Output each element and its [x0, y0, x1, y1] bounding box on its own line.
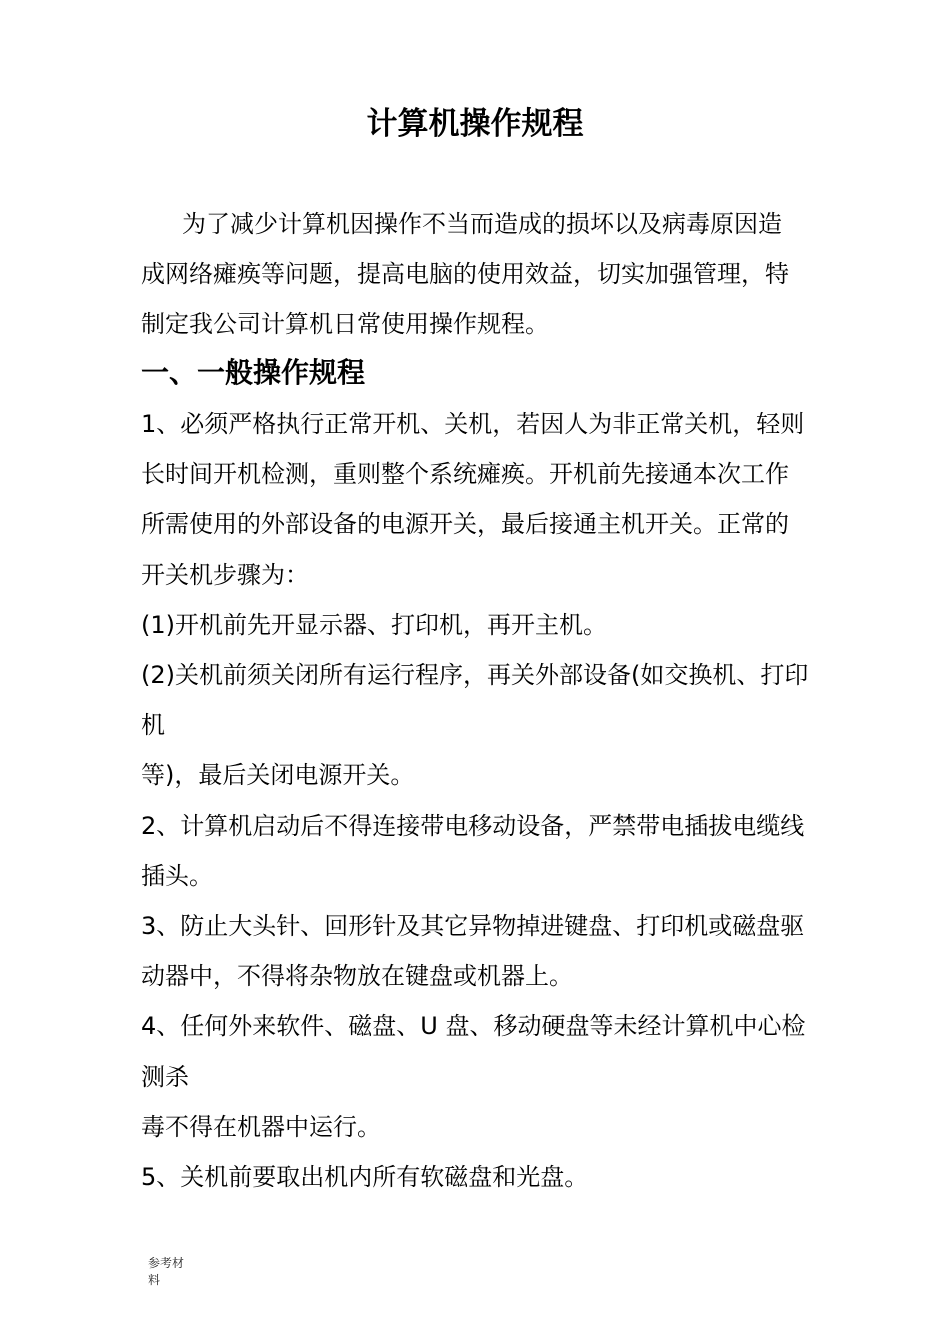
document-title: 计算机操作规程	[366, 106, 584, 142]
section-heading: 一、一般操作规程	[141, 356, 366, 389]
intro-line: 制定我公司计算机日常使用操作规程。	[141, 310, 549, 338]
body-line: 开关机步骤为：	[141, 561, 309, 589]
footer-line: 参考材	[148, 1256, 185, 1270]
body-line: 所需使用的外部设备的电源开关，最后接通主机开关。正常的	[141, 510, 789, 538]
page-footer	[148, 1255, 184, 1289]
body-line: (1)开机前先开显示器、打印机，再开主机。	[141, 611, 607, 639]
body-line: 插头。	[141, 862, 213, 890]
body-line: 长时间开机检测，重则整个系统瘫痪。开机前先接通本次工作	[141, 460, 789, 488]
body-line: 2、计算机启动后不得连接带电移动设备，严禁带电插拔电缆线	[141, 812, 805, 840]
body-line: 动器中，不得将杂物放在键盘或机器上。	[141, 962, 573, 990]
body-line: (2)关机前须关闭所有运行程序，再关外部设备(如交换机、打印	[141, 661, 809, 689]
body-line: 5、关机前要取出机内所有软磁盘和光盘。	[141, 1163, 589, 1191]
body-line: 机	[141, 711, 165, 739]
body-line: 毒不得在机器中运行。	[141, 1113, 381, 1141]
body-line: 1、必须严格执行正常开机、关机，若因人为非正常关机，轻则	[141, 410, 805, 438]
intro-line: 为了减少计算机因操作不当而造成的损坏以及病毒原因造	[182, 210, 782, 238]
body-line: 等)，最后关闭电源开关。	[141, 761, 415, 789]
body-line: 测杀	[141, 1063, 189, 1091]
body-line: 4、任何外来软件、磁盘、U 盘、移动硬盘等未经计算机中心检	[141, 1012, 806, 1040]
intro-line: 成网络瘫痪等问题，提高电脑的使用效益，切实加强管理，特	[141, 260, 789, 288]
body-line: 3、防止大头针、回形针及其它异物掉进键盘、打印机或磁盘驱	[141, 912, 805, 940]
footer-line: 料	[148, 1273, 161, 1287]
